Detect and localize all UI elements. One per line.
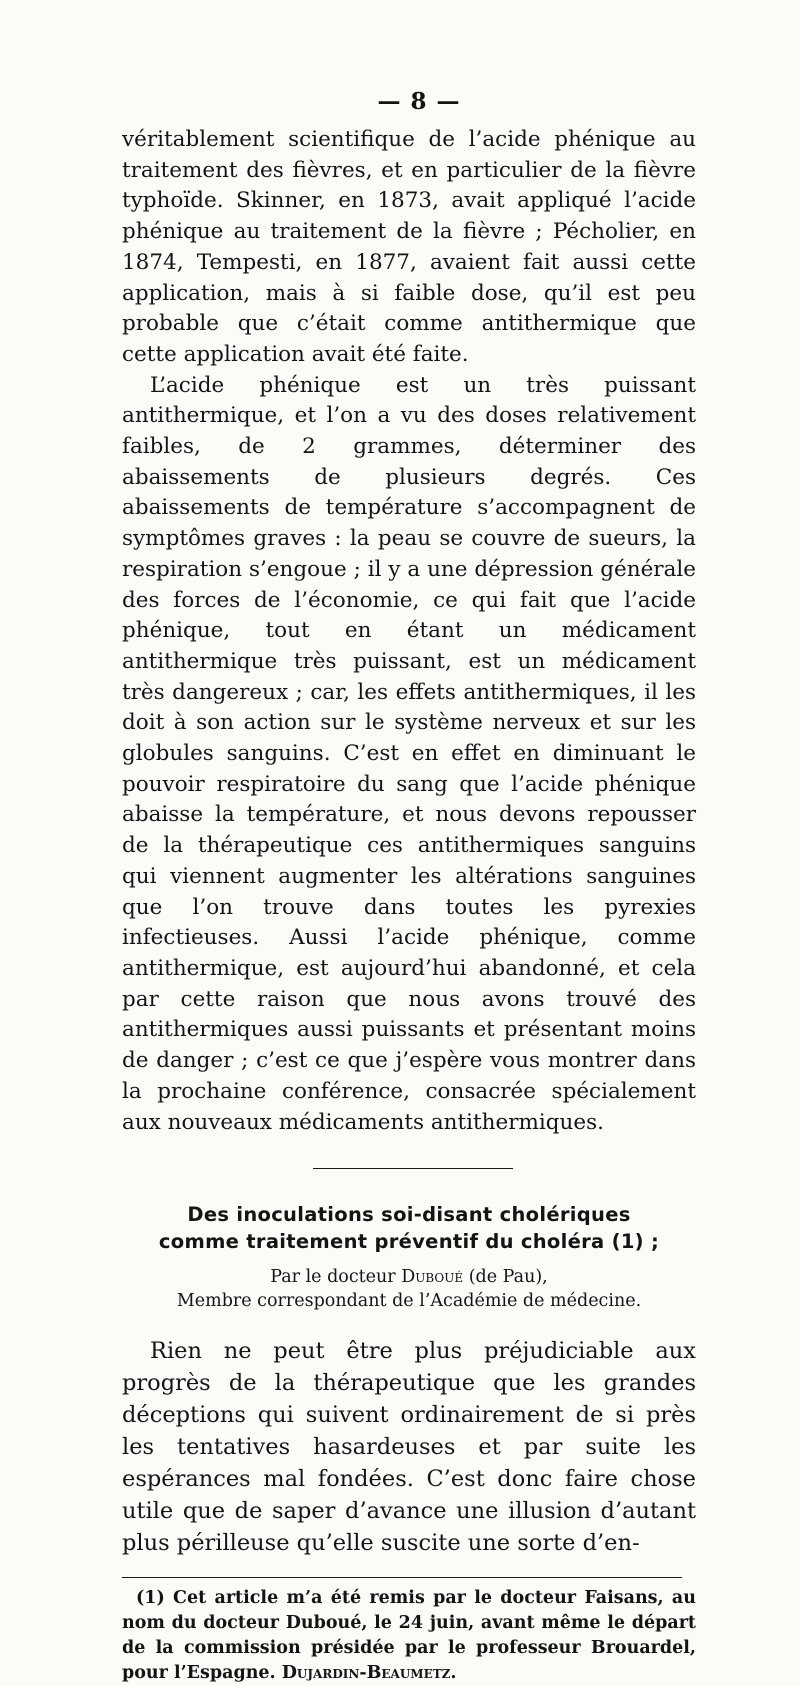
byline-author-line	[122, 1265, 696, 1289]
article-title-line-2: comme traitement préventif du choléra (1) ;	[158, 1230, 660, 1254]
article-title-line-1: Des inoculations soi-disant cholériques	[187, 1203, 631, 1227]
byline-author: Duboué	[401, 1267, 464, 1288]
article-byline	[122, 1265, 696, 1313]
section-divider	[313, 1168, 513, 1169]
article-paragraph: Rien ne peut être plus préjudiciable aux progrès de la thérapeutique que les grandes déceptions qui suivent ordinairement de si près les tentatives hasardeuses et par suite les espérances mal fondées. C’est donc faire chose utile que de saper d’avance une illusion d’autant plus périlleuse qu’elle suscite une sorte d’en-	[122, 1338, 696, 1557]
byline-suffix: (de Pau),	[463, 1267, 548, 1288]
paragraph-continuation: véritablement scientifique de l’acide phénique au traitement des fièvres, et en particulier de la fièvre typhoïde. Skinner, en 1873, avait appliqué l’acide phénique au traitement de la fièvre ; Pécholier, en 1874, Tempesti, en 1877, avaient fait aussi cette application, mais à si faible dose, qu’il est peu probable que c’était comme antithermique que cette application avait été faite.	[122, 127, 696, 367]
footnote-divider	[122, 1577, 682, 1578]
byline-prefix: Par le docteur	[270, 1267, 402, 1288]
paragraph-acide-phenique: L’acide phénique est un très puissant antithermique, et l’on a vu des doses relativement faibles, de 2 grammes, déterminer des abaissements de plusieurs degrés. Ces abaissements de température s’accompagnent de symptômes graves : la peau se couvre de sueurs, la respiration s’engoue ; il y a une dépression générale des forces de l’économie, ce qui fait que l’acide phénique, tout en étant un médicament antithermique très puissant, est un médicament très dangereux ; car, les effets antithermiques, il les doit à son action sur le système nerveux et sur les globules sanguins. C’est en effet en diminuant le pouvoir respiratoire du sang que l’acide phénique abaisse la température, et nous devons repousser de la thérapeutique ces antithermiques sanguins qui viennent augmenter les altérations sanguines que l’on trouve dans toutes les pyrexies infectieuses. Aussi l’acide phénique, comme antithermique, est aujourd’hui abandonné, et cela par cette raison que nous avons trouvé des antithermiques aussi puissants et présentant moins de danger ; c’est ce que j’espère vous montrer dans la prochaine conférence, consacrée spécialement aux nouveaux médicaments antithermiques.	[122, 372, 696, 1135]
byline-role: Membre correspondant de l’Académie de médecine.	[176, 1291, 642, 1312]
footnote-text: (1) Cet article m’a été remis par le docteur Faisans, au nom du docteur Duboué, le 24 juin, avant même le départ de la commission présidée par le professeur Brouardel, pour l’Espagne.	[122, 1588, 696, 1684]
footnote	[122, 1586, 696, 1686]
article-body	[122, 1335, 696, 1559]
page-number: — 8 —	[377, 88, 461, 115]
footnote-signature: Dujardin-Beaumetz.	[281, 1663, 457, 1684]
article-title	[122, 1201, 696, 1255]
